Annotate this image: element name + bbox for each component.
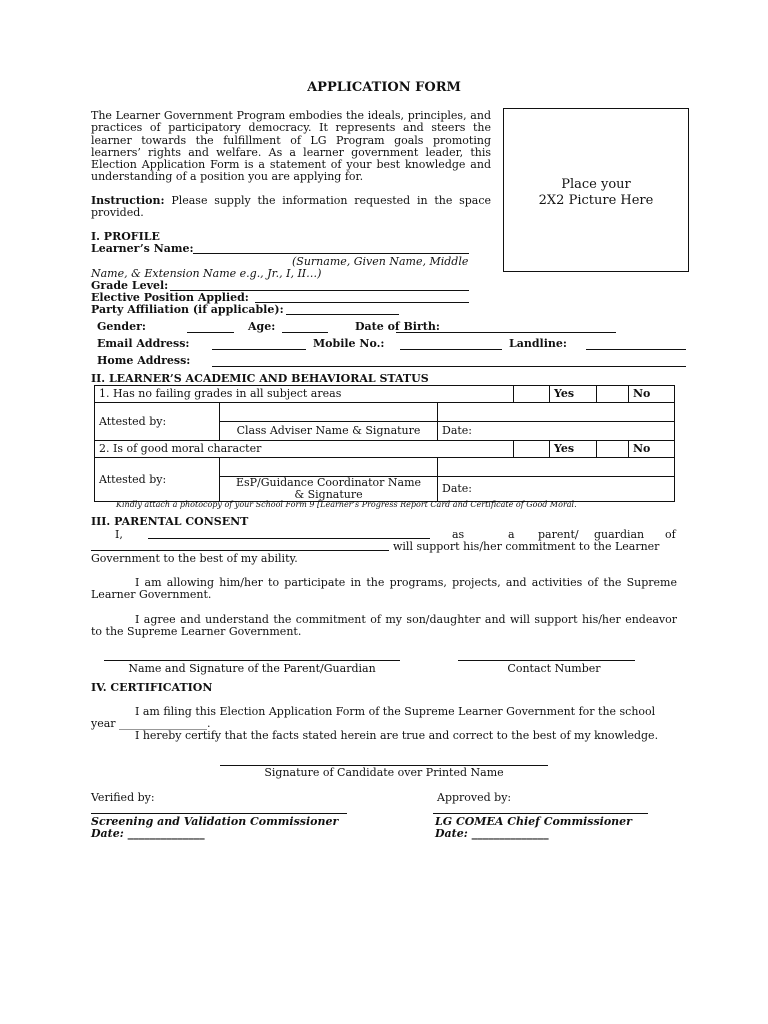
age-label: Age: — [248, 320, 276, 333]
consent-para3: I agree and understand the commitment of my son/daughter and will support his/her endeavor to the Supreme Learner Government. — [91, 613, 677, 639]
home-address-label: Home Address: — [97, 354, 191, 367]
item2-yes[interactable]: Yes — [550, 441, 597, 458]
adviser-sig-label: Class Adviser Name & Signature — [220, 422, 438, 441]
mobile-field[interactable] — [400, 349, 502, 350]
attest-row-2a — [95, 458, 675, 477]
consent-para2: I am allowing him/her to participate in the programs, projects, and activities of the Supreme Learner Government. — [91, 576, 677, 602]
photo-box[interactable] — [503, 108, 689, 272]
consent-a: a — [508, 528, 515, 541]
approved-by-label: Approved by: — [437, 791, 512, 804]
esp-sig-space[interactable] — [220, 458, 438, 477]
attested-by-2: Attested by: — [95, 458, 220, 502]
consent-will-support: will support his/her commitment to the Learner — [393, 540, 660, 553]
item2-no[interactable]: No — [629, 441, 675, 458]
esp-sig-line2: & Signature — [294, 488, 363, 501]
instruction — [91, 195, 491, 220]
date-label-2[interactable]: Date: — [438, 477, 675, 502]
certification-year: year ________________. — [91, 717, 211, 730]
item2-yes-box[interactable] — [597, 441, 629, 458]
certification-certify: I hereby certify that the facts stated herein are true and correct to the best of my knowledge. — [135, 729, 659, 742]
consent-heading: III. PARENTAL CONSENT — [91, 515, 249, 528]
screening-commissioner-label: Screening and Validation Commissioner — [91, 815, 339, 828]
status-row-2 — [95, 441, 675, 458]
item1-yes-box[interactable] — [597, 386, 629, 403]
consent-government: Government to the best of my ability. — [91, 552, 298, 565]
learner-name-field[interactable] — [91, 550, 389, 551]
parent-name-field[interactable] — [148, 538, 430, 539]
home-address-field[interactable] — [212, 366, 686, 367]
age-field[interactable] — [282, 332, 328, 333]
certification-heading: IV. CERTIFICATION — [91, 681, 213, 694]
contact-number-line[interactable] — [458, 660, 635, 661]
approved-date[interactable]: Date: ______________ — [435, 827, 549, 840]
item2-label: 2. Is of good moral character — [95, 441, 514, 458]
landline-field[interactable] — [586, 349, 686, 350]
item1-yes[interactable]: Yes — [550, 386, 597, 403]
instruction-label: Instruction: — [91, 194, 165, 207]
instruction-text: Please supply the information requested in the space provided. — [91, 194, 491, 220]
landline-label: Landline: — [509, 337, 567, 350]
mobile-label: Mobile No.: — [313, 337, 385, 350]
consent-i: I, — [115, 528, 123, 541]
item1-blank — [514, 386, 550, 403]
name-hint-2: Name, & Extension Name e.g., Jr., I, II…) — [91, 267, 322, 280]
esp-date-space[interactable] — [438, 458, 675, 477]
status-row-1 — [95, 386, 675, 403]
esp-sig-label — [220, 477, 438, 502]
date-of-birth-field[interactable] — [396, 332, 616, 333]
gender-label: Gender: — [97, 320, 146, 333]
certification-filing: I am filing this Election Application Form of the Supreme Learner Government for the school — [135, 705, 656, 718]
consent-parent: parent/ — [538, 528, 579, 541]
attest-row-1a — [95, 403, 675, 422]
verified-signature-line[interactable] — [91, 813, 347, 814]
item1-label: 1. Has no failing grades in all subject areas — [95, 386, 514, 403]
adviser-sig-space[interactable] — [220, 403, 438, 422]
status-heading: II. LEARNER’S ACADEMIC AND BEHAVIORAL STATUS — [91, 372, 429, 385]
form-title: APPLICATION FORM — [307, 80, 461, 95]
approved-signature-line[interactable] — [433, 813, 648, 814]
parent-signature-label: Name and Signature of the Parent/Guardian — [128, 662, 376, 675]
intro-paragraph: The Learner Government Program embodies the ideals, principles, and practices of participatory democracy. It represents and steers the learner towards the fulfillment of LG Program goals promoting learners’ rights and welfare. As a learner government leader, this Election Application Form is a statement of your best knowledge and understanding of a position you are applying for. — [91, 109, 491, 184]
consent-guardian: guardian — [594, 528, 645, 541]
contact-number-label: Contact Number — [507, 662, 601, 675]
item1-no[interactable]: No — [629, 386, 675, 403]
consent-as: as — [452, 528, 465, 541]
email-label: Email Address: — [97, 337, 190, 350]
item2-blank — [514, 441, 550, 458]
learners-name-field[interactable] — [193, 253, 469, 254]
status-table — [94, 385, 675, 502]
consent-of: of — [665, 528, 676, 541]
elective-position-label: Elective Position Applied: — [91, 291, 249, 304]
learners-name-label: Learner’s Name: — [91, 242, 194, 255]
gender-field[interactable] — [187, 332, 234, 333]
profile-heading: I. PROFILE — [91, 230, 160, 243]
adviser-date-space[interactable] — [438, 403, 675, 422]
name-hint-1: (Surname, Given Name, Middle — [292, 255, 469, 268]
verified-date[interactable]: Date: ______________ — [91, 827, 205, 840]
photo-label-line1: Place your — [561, 177, 631, 192]
elective-position-field[interactable] — [255, 302, 469, 303]
candidate-signature-label: Signature of Candidate over Printed Name — [264, 766, 504, 779]
esp-sig-line1: EsP/Guidance Coordinator Name — [235, 476, 422, 489]
date-label-1[interactable]: Date: — [438, 422, 675, 441]
grade-level-label: Grade Level: — [91, 279, 169, 292]
email-field[interactable] — [212, 349, 306, 350]
comea-commissioner-label: LG COMEA Chief Commissioner — [435, 815, 632, 828]
verified-by-label: Verified by: — [91, 791, 155, 804]
parent-signature-line[interactable] — [104, 660, 400, 661]
photo-label-line2: 2X2 Picture Here — [538, 193, 654, 208]
attested-by-1: Attested by: — [95, 403, 220, 441]
party-affiliation-field[interactable] — [286, 314, 399, 315]
date-of-birth-label: Date of Birth: — [355, 320, 440, 333]
party-affiliation-label: Party Affiliation (if applicable): — [91, 303, 284, 316]
attachment-note: Kindly attach a photocopy of your School Form 9 [Learner’s Progress Report Card and Certificate of Good Moral. — [116, 500, 577, 509]
